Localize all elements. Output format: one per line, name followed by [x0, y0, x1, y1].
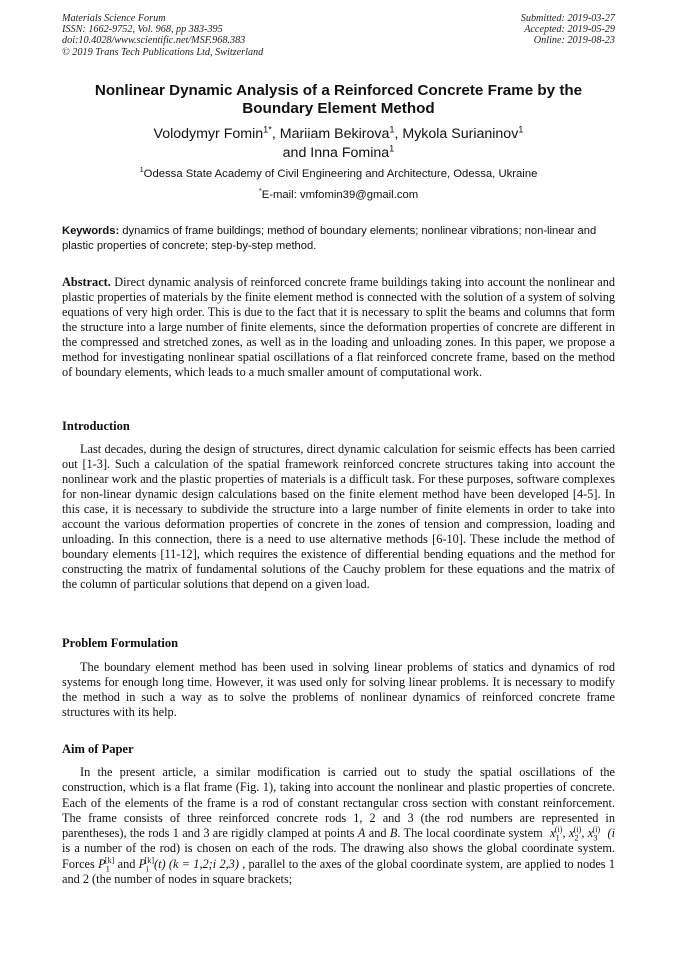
aim-text [62, 765, 615, 887]
affiliation [62, 167, 615, 181]
force-and: and [117, 856, 136, 871]
abstract-label: Abstract. [62, 275, 111, 289]
journal-header-right [521, 13, 615, 47]
author-1-affiliation-mark: 1* [263, 124, 272, 135]
keywords-label: Keywords: [62, 225, 120, 237]
introduction-text: Last decades, during the design of structures, direct dynamic calculation for seismic effects has been carried out [1-3]. Such a calculation of the spatial framework reinforced concrete structures taking into account the nonlinear work and the plastic properties of materials is a difficult task. For these purposes, software complexes for non-linear dynamic design calculations based on the finite element method have been developed [4-5]. In this case, it is necessary to subdivide the structure into a large number of finite elements in order to take into account the various deformation properties of concrete in the zones of tension and compression, loading and unloading. In this connection, there is a need to use alternative methods [6-10]. These include the method of boundary elements [11-12], which requires the existence of differential bending equations and the method for constructing the matrix of fundamental solutions of the Cauchy problem for these equations and the matrix of the column of particular solutions that depend on a given load. [62, 442, 615, 592]
aim-text-part1: In the present article, a similar modification is carried out to study the spatial oscillations of the construction, which is a flat frame (Fig. 1), taking into account the nonlinear and plastic properties of concrete. Each of the elements of the frame is a rod of constant rectangular cross section with constant reinforcement. The frame consists of three reinforced concrete rods 1, 2 and 3 (the rod numbers are represented in parentheses), the rods 1 and 3 are rigidly clamped at points [62, 765, 615, 841]
author-2: Mariiam Bekirova [279, 126, 390, 142]
point-a: A [357, 826, 366, 841]
rod-index-open: (i [607, 826, 616, 841]
local-coordinate-formula: $x_1^{(i)}$, $x_2^{(i)}$, $x_3^{(i)}$ [550, 825, 601, 843]
aim-text-part2: . The local coordinate system [397, 826, 543, 841]
author-4-affiliation-mark: 1 [389, 143, 395, 154]
affiliation-text: Odessa State Academy of Civil Engineering and Architecture, Odessa, Ukraine [143, 168, 538, 180]
problem-text: The boundary element method has been used in solving linear problems of statics and dynamics of rod systems for enough long time. However, it was used only for solving linear problems. It is necessary to modify the method in such a way as to solve the problems of nonlinear dynamics of reinforced concrete frame structures with its help. [62, 660, 615, 720]
journal-name: Materials Science Forum [62, 13, 166, 24]
issn-line: ISSN: 1662-9752, Vol. 968, pp 383-395 [62, 24, 223, 36]
email-text: E-mail: vmfomin39@gmail.com [261, 189, 419, 201]
author-4: Inna Fomina [310, 145, 390, 161]
aim-text-part4: , parallel to the axes of the global coordinate system, are applied to nodes 1 and 2 (the number of nodes in square brackets; [62, 856, 615, 887]
journal-header-left [62, 13, 263, 58]
contact-email [62, 188, 615, 202]
aim-text-part3: is a number of the rod) is chosen on each of the rods. The drawing also shows the global coordinate system. Forces [62, 841, 615, 871]
problem-heading: Problem Formulation [62, 636, 179, 650]
point-b: B [389, 826, 398, 841]
affiliation-mark: 1 [139, 165, 144, 175]
author-2-affiliation-mark: 1 [389, 124, 395, 135]
aim-heading: Aim of Paper [62, 742, 134, 756]
abstract-text: Direct dynamic analysis of reinforced concrete frame buildings taking into account the nonlinear and plastic properties of materials by the finite element method is connected with the solution of a system of solving equations of very high order. This is due to the fact that it is necessary to split the beams and columns that form the structure into a large number of finite elements, since the deformation properties of concrete are different in the compressed and stretched zones, as well as in the loading and unloading zones. In this paper, we propose a method for investigating nonlinear spatial oscillations of a flat reinforced concrete frame, based on the method of boundary elements, which leads to a much smaller amount of computational work. [62, 275, 615, 380]
author-1: Volodymyr Fomin [153, 126, 264, 142]
introduction-heading: Introduction [62, 419, 130, 433]
paper-title: Nonlinear Dynamic Analysis of a Reinforced Concrete Frame by the Boundary Element Method [94, 82, 583, 117]
keywords-block [62, 224, 615, 254]
author-3: Mykola Surianinov [402, 126, 519, 142]
abstract-block [62, 275, 615, 380]
accepted-date: Accepted: 2019-05-29 [524, 24, 615, 36]
author-connector: and [282, 145, 307, 161]
keywords-text: dynamics of frame buildings; method of boundary elements; nonlinear vibrations; non-linear and plastic properties of concrete; step-by-step method. [62, 225, 597, 252]
submitted-date: Submitted: 2019-03-27 [520, 13, 615, 24]
doi-line: doi:10.4028/www.scientific.net/MSF.968.383 [62, 35, 246, 47]
force-formula-2: $P_i[k](t) (k$ = 1,2;i 2,3) [138, 855, 239, 874]
force-formula-1: $P_1[k]$ [98, 855, 115, 874]
copyright-line: © 2019 Trans Tech Publications Ltd, Switzerland [62, 46, 264, 58]
online-date: Online: 2019-08-23 [533, 35, 615, 47]
author-list: Volodymyr Fomin$^{1*}$, Mariiam Bekirova$^1$, Mykola Surianinov$^1$ and Inna Fomina$^1$ [153, 124, 524, 161]
author-3-affiliation-mark: 1 [518, 124, 524, 135]
email-mark: * [258, 186, 262, 196]
aim-and: and [368, 826, 387, 841]
